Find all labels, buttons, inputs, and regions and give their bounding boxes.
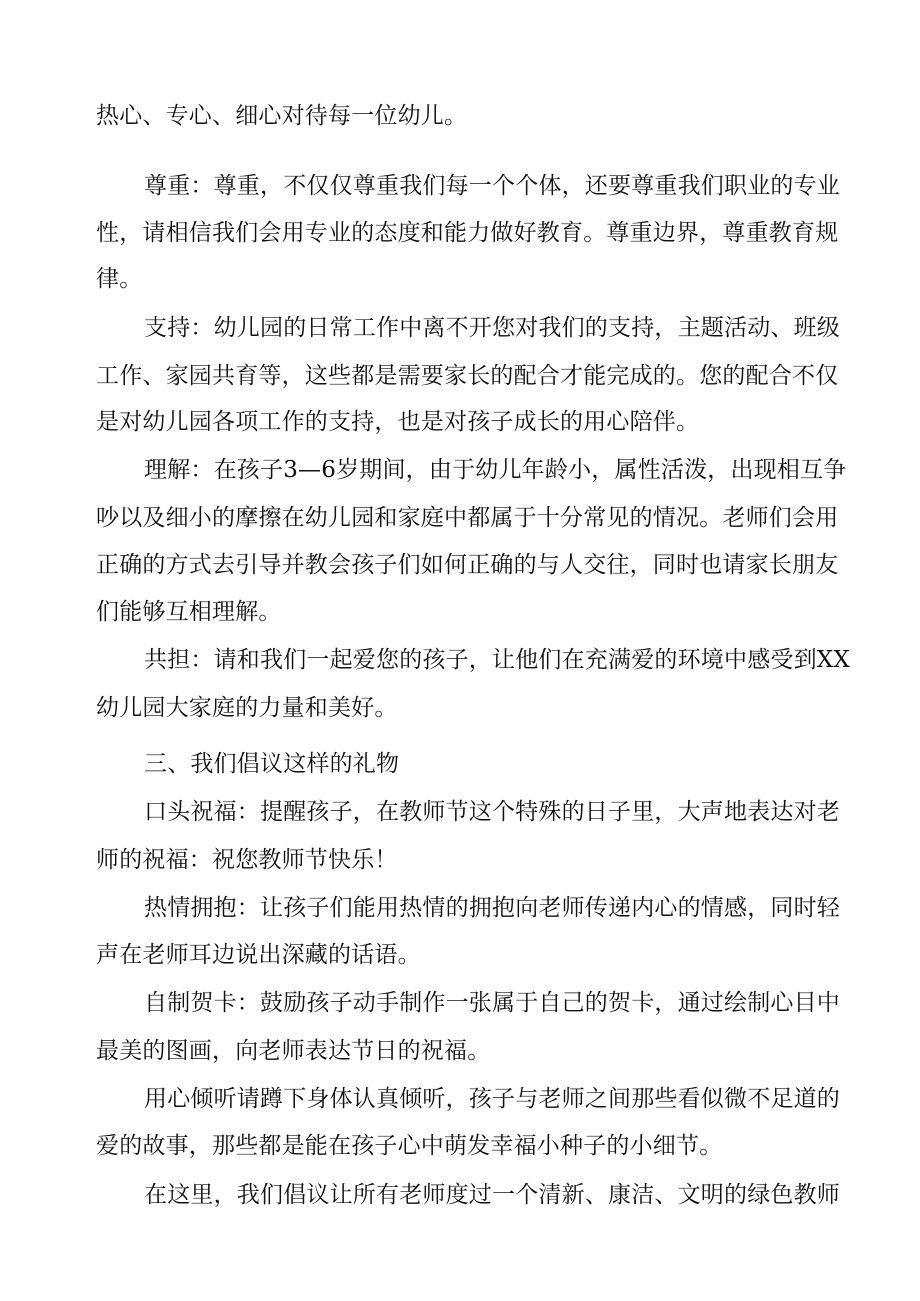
paragraph-line-21: 用心倾听请蹲下身体认真倾听，孩子与老师之间那些看似微不足道的 (144, 1086, 840, 1112)
paragraph-line-11: 们能够互相理解。 (96, 599, 282, 625)
paragraph-line-5: 支持：幼儿园的日常工作中离不开您对我们的支持，主题活动、班级 (144, 315, 840, 341)
paragraph-line-6: 工作、家园共育等，这些都是需要家长的配合才能完成的。您的配合不仅 (96, 363, 839, 389)
paragraph-line-18: 声在老师耳边说出深藏的话语。 (96, 942, 421, 968)
paragraph-line-10: 正确的方式去引导并教会孩子们如何正确的与人交往，同时也请家长朋友 (96, 552, 839, 578)
paragraph-line-4: 律。 (96, 266, 143, 292)
paragraph-line-2: 尊重：尊重，不仅仅尊重我们每一个个体，还要尊重我们职业的专业 (144, 173, 840, 199)
paragraph-line-23: 在这里，我们倡议让所有老师度过一个清新、康洁、文明的绿色教师 (144, 1182, 840, 1208)
paragraph-line-7: 是对幼儿园各项工作的支持，也是对孩子成长的用心陪伴。 (96, 409, 700, 435)
paragraph-line-9: 吵以及细小的摩擦在幼儿园和家庭中都属于十分常见的情况。老师们会用 (96, 505, 839, 531)
paragraph-line-17: 热情拥抱：让孩子们能用热情的拥抱向老师传递内心的情感，同时轻 (144, 895, 840, 921)
paragraph-line-13: 幼儿园大家庭的力量和美好。 (96, 695, 398, 721)
paragraph-line-22: 爱的故事，那些都是能在孩子心中萌发幸福小种子的小细节。 (96, 1133, 723, 1159)
paragraph-line-12: 共担：请和我们一起爱您的孩子，让他们在充满爱的环境中感受到XX (144, 647, 850, 673)
paragraph-line-16: 师的祝福：祝您教师节快乐！ (96, 847, 398, 873)
section-heading: 三、我们倡议这样的礼物 (144, 751, 400, 777)
paragraph-line-15: 口头祝福：提醒孩子，在教师节这个特殊的日子里，大声地表达对老 (144, 799, 840, 825)
paragraph-line-8: 理解：在孩子3—6岁期间，由于幼儿年龄小，属性活泼，出现相互争 (144, 457, 847, 483)
paragraph-line-19: 自制贺卡：鼓励孩子动手制作一张属于自己的贺卡，通过绘制心目中 (144, 990, 840, 1016)
paragraph-line-1: 热心、专心、细心对待每一位幼儿。 (96, 103, 468, 129)
paragraph-line-20: 最美的图画，向老师表达节日的祝福。 (96, 1038, 491, 1064)
paragraph-line-3: 性，请相信我们会用专业的态度和能力做好教育。尊重边界，尊重教育规 (96, 220, 839, 246)
